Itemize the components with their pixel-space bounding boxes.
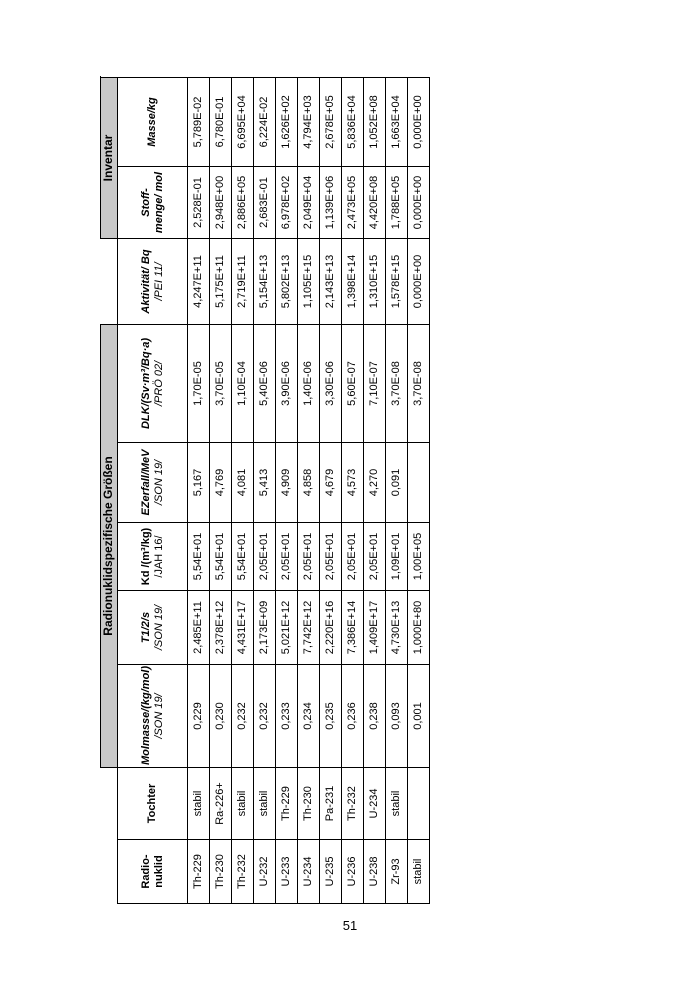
cell-activity: 0,000E+00 xyxy=(408,239,430,325)
blank-dlk-group xyxy=(101,239,118,325)
col-header-decay-energy xyxy=(118,443,188,523)
cell-molar-mass: 0,232 xyxy=(254,665,276,768)
cell-activity: 2,143E+13 xyxy=(320,239,342,325)
cell-molar-mass: 0,229 xyxy=(188,665,210,768)
cell-half-life: 1,000E+80 xyxy=(408,591,430,665)
cell-nuclide: Th-229 xyxy=(188,840,210,904)
cell-kd: 5,54E+01 xyxy=(232,523,254,591)
table-row xyxy=(342,78,364,904)
cell-dlk: 3,70E-08 xyxy=(408,325,430,443)
cell-amount: 4,420E+08 xyxy=(364,167,386,239)
cell-e-decay: 4,270 xyxy=(364,443,386,523)
cell-kd: 1,00E+05 xyxy=(408,523,430,591)
group-header-radionuclide: Radionuklidspezifische Größen xyxy=(101,325,118,768)
cell-molar-mass: 0,236 xyxy=(342,665,364,768)
cell-mass: 1,626E+02 xyxy=(276,78,298,167)
cell-half-life: 7,742E+12 xyxy=(298,591,320,665)
cell-half-life: 7,386E+14 xyxy=(342,591,364,665)
cell-daughter: Th-232 xyxy=(342,768,364,840)
table-row xyxy=(298,78,320,904)
rotated-table-container xyxy=(100,78,425,904)
cell-nuclide: Th-230 xyxy=(210,840,232,904)
cell-dlk: 3,70E-08 xyxy=(386,325,408,443)
col-header-molar-mass xyxy=(118,665,188,768)
table-row xyxy=(232,78,254,904)
col-header-activity xyxy=(118,239,188,325)
table-row xyxy=(276,78,298,904)
cell-activity: 5,175E+11 xyxy=(210,239,232,325)
cell-e-decay: 4,769 xyxy=(210,443,232,523)
cell-mass: 1,052E+08 xyxy=(364,78,386,167)
blank-corner xyxy=(101,768,118,904)
table-row xyxy=(386,78,408,904)
cell-e-decay: 4,858 xyxy=(298,443,320,523)
table-body xyxy=(188,78,430,904)
table-row xyxy=(408,78,430,904)
page-number: 51 xyxy=(342,918,358,933)
cell-dlk: 3,70E-05 xyxy=(210,325,232,443)
cell-molar-mass: 0,232 xyxy=(232,665,254,768)
cell-nuclide: U-238 xyxy=(364,840,386,904)
nuclide-data-table xyxy=(100,77,430,904)
cell-half-life: 2,485E+11 xyxy=(188,591,210,665)
group-header-inventory: Inventar xyxy=(101,78,118,239)
cell-daughter: stabil xyxy=(232,768,254,840)
cell-mass: 6,695E+04 xyxy=(232,78,254,167)
cell-nuclide: U-233 xyxy=(276,840,298,904)
cell-half-life: 4,730E+13 xyxy=(386,591,408,665)
cell-activity: 5,154E+13 xyxy=(254,239,276,325)
cell-nuclide: U-236 xyxy=(342,840,364,904)
cell-daughter: Pa-231 xyxy=(320,768,342,840)
cell-mass: 0,000E+00 xyxy=(408,78,430,167)
cell-e-decay: 4,909 xyxy=(276,443,298,523)
table-row xyxy=(254,78,276,904)
col-header-half-life-label: T1/2/s xyxy=(140,611,153,644)
cell-activity: 2,719E+11 xyxy=(232,239,254,325)
cell-amount: 6,978E+02 xyxy=(276,167,298,239)
cell-kd: 2,05E+01 xyxy=(298,523,320,591)
table-row xyxy=(364,78,386,904)
group-header-row xyxy=(101,78,118,904)
cell-daughter: stabil xyxy=(254,768,276,840)
cell-kd: 5,54E+01 xyxy=(210,523,232,591)
cell-half-life: 2,173E+09 xyxy=(254,591,276,665)
table-row xyxy=(320,78,342,904)
cell-molar-mass: 0,230 xyxy=(210,665,232,768)
cell-half-life: 2,378E+12 xyxy=(210,591,232,665)
col-header-nuclide: Radio-nuklid xyxy=(118,840,188,904)
col-header-kd xyxy=(118,523,188,591)
cell-mass: 1,663E+04 xyxy=(386,78,408,167)
cell-dlk: 1,40E-06 xyxy=(298,325,320,443)
cell-amount: 2,528E-01 xyxy=(188,167,210,239)
cell-mass: 4,794E+03 xyxy=(298,78,320,167)
cell-amount: 1,788E+05 xyxy=(386,167,408,239)
cell-kd: 2,05E+01 xyxy=(342,523,364,591)
cell-activity: 1,310E+15 xyxy=(364,239,386,325)
cell-nuclide: U-232 xyxy=(254,840,276,904)
cell-nuclide: Zr-93 xyxy=(386,840,408,904)
cell-kd: 2,05E+01 xyxy=(276,523,298,591)
cell-activity: 1,105E+15 xyxy=(298,239,320,325)
cell-daughter xyxy=(408,768,430,840)
col-header-decay-energy-source: /SON 19/ xyxy=(152,459,165,506)
cell-e-decay: 4,081 xyxy=(232,443,254,523)
cell-half-life: 4,431E+17 xyxy=(232,591,254,665)
cell-dlk: 5,60E-07 xyxy=(342,325,364,443)
col-header-half-life-source: /SON 19/ xyxy=(152,604,165,651)
cell-kd: 2,05E+01 xyxy=(364,523,386,591)
cell-e-decay: 0,091 xyxy=(386,443,408,523)
cell-molar-mass: 0,233 xyxy=(276,665,298,768)
col-header-dlk-label: DLK/(Sv·m³/Bq·a) xyxy=(140,337,153,430)
cell-nuclide: U-234 xyxy=(298,840,320,904)
col-header-amount: Stoff-menge/ mol xyxy=(118,167,188,239)
cell-dlk: 7,10E-07 xyxy=(364,325,386,443)
cell-nuclide: U-235 xyxy=(320,840,342,904)
cell-activity: 5,802E+13 xyxy=(276,239,298,325)
cell-daughter: U-234 xyxy=(364,768,386,840)
col-header-activity-label: Aktivität/ Bq xyxy=(140,249,153,314)
cell-half-life: 2,220E+16 xyxy=(320,591,342,665)
cell-amount: 0,000E+00 xyxy=(408,167,430,239)
cell-dlk: 3,30E-06 xyxy=(320,325,342,443)
col-header-molar-mass-label: Molmasse/(kg/mol) xyxy=(140,665,153,765)
col-header-molar-mass-source: /SON 19/ xyxy=(152,693,165,739)
cell-daughter: stabil xyxy=(188,768,210,840)
cell-amount: 2,683E-01 xyxy=(254,167,276,239)
cell-molar-mass: 0,238 xyxy=(364,665,386,768)
cell-e-decay xyxy=(408,443,430,523)
cell-dlk: 1,10E-04 xyxy=(232,325,254,443)
cell-half-life: 1,409E+17 xyxy=(364,591,386,665)
cell-mass: 2,678E+05 xyxy=(320,78,342,167)
cell-amount: 2,049E+04 xyxy=(298,167,320,239)
col-header-dlk-source: /PRÖ 02/ xyxy=(152,360,165,407)
col-header-daughter: Tochter xyxy=(118,768,188,840)
cell-amount: 2,886E+05 xyxy=(232,167,254,239)
cell-mass: 6,224E-02 xyxy=(254,78,276,167)
cell-half-life: 5,021E+12 xyxy=(276,591,298,665)
cell-nuclide: Th-232 xyxy=(232,840,254,904)
cell-dlk: 5,40E-06 xyxy=(254,325,276,443)
column-header-row xyxy=(118,78,188,904)
cell-kd: 2,05E+01 xyxy=(320,523,342,591)
cell-molar-mass: 0,235 xyxy=(320,665,342,768)
cell-kd: 1,09E+01 xyxy=(386,523,408,591)
cell-daughter: stabil xyxy=(386,768,408,840)
col-header-kd-label: Kd /(m³/kg) xyxy=(140,527,153,586)
cell-molar-mass: 0,234 xyxy=(298,665,320,768)
cell-dlk: 1,70E-05 xyxy=(188,325,210,443)
col-header-decay-energy-label: EZerfall/MeV xyxy=(140,449,153,516)
cell-mass: 6,780E-01 xyxy=(210,78,232,167)
cell-dlk: 3,90E-06 xyxy=(276,325,298,443)
table-row xyxy=(210,78,232,904)
col-header-activity-source: /PEI 11/ xyxy=(152,262,165,301)
cell-nuclide: stabil xyxy=(408,840,430,904)
cell-e-decay: 5,413 xyxy=(254,443,276,523)
cell-activity: 1,398E+14 xyxy=(342,239,364,325)
cell-e-decay: 4,573 xyxy=(342,443,364,523)
cell-activity: 1,578E+15 xyxy=(386,239,408,325)
cell-molar-mass: 0,001 xyxy=(408,665,430,768)
col-header-mass: Masse/kg xyxy=(118,78,188,167)
col-header-half-life xyxy=(118,591,188,665)
cell-e-decay: 4,679 xyxy=(320,443,342,523)
cell-amount: 2,948E+00 xyxy=(210,167,232,239)
cell-daughter: Ra-226+ xyxy=(210,768,232,840)
cell-daughter: Th-229 xyxy=(276,768,298,840)
col-header-dlk xyxy=(118,325,188,443)
cell-kd: 5,54E+01 xyxy=(188,523,210,591)
col-header-kd-source: /JAH 16/ xyxy=(152,535,165,578)
cell-daughter: Th-230 xyxy=(298,768,320,840)
cell-molar-mass: 0,093 xyxy=(386,665,408,768)
cell-kd: 2,05E+01 xyxy=(254,523,276,591)
cell-amount: 2,473E+05 xyxy=(342,167,364,239)
cell-activity: 4,247E+11 xyxy=(188,239,210,325)
cell-mass: 5,836E+04 xyxy=(342,78,364,167)
table-row xyxy=(188,78,210,904)
rotated-table-frame xyxy=(100,78,425,904)
cell-amount: 1,139E+06 xyxy=(320,167,342,239)
cell-e-decay: 5,167 xyxy=(188,443,210,523)
cell-mass: 5,789E-02 xyxy=(188,78,210,167)
